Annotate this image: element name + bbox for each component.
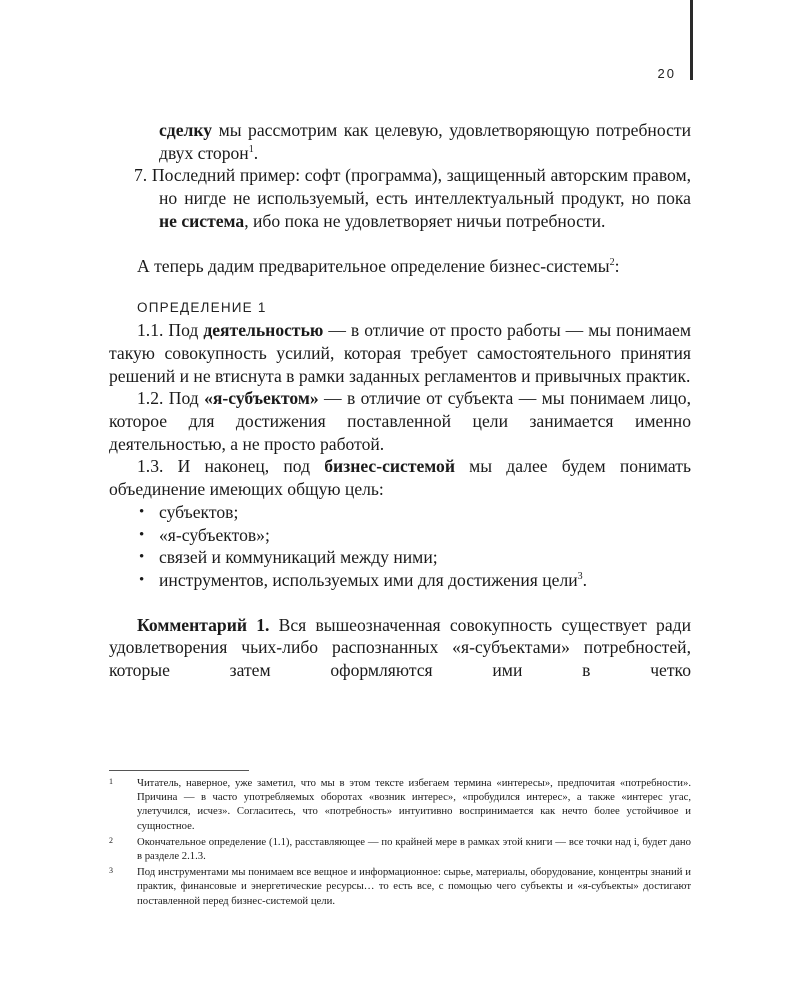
list-item bbox=[109, 524, 691, 547]
def-1-3-text: мы далее будем понимать объединение имеющих общую цель: bbox=[109, 456, 691, 500]
comment-text: Вся вышеозначенная совокупность существует ради удовлетворения чьих-либо распознанных «я-субъектами» потребностей, которые затем оформляются ими в четко bbox=[109, 614, 691, 681]
list-item bbox=[109, 569, 691, 592]
footnote-separator bbox=[109, 770, 249, 771]
footnote-3 bbox=[109, 865, 691, 908]
definition-heading: ОПРЕДЕЛЕНИЕ 1 bbox=[137, 300, 267, 316]
bullet-text: субъектов; bbox=[159, 501, 239, 522]
continuation-bold: сделку bbox=[159, 120, 213, 140]
list-item bbox=[109, 546, 691, 569]
intro-end: : bbox=[614, 255, 620, 276]
def-1-1-prefix: 1.1. Под bbox=[137, 320, 204, 341]
bullet-icon: • bbox=[139, 526, 145, 543]
intro-paragraph bbox=[109, 255, 691, 278]
continuation-text: мы рассмотрим как целевую, удовлетворяющую потребности двух сторон bbox=[159, 120, 691, 163]
footnote-mark: 3 bbox=[109, 866, 113, 876]
def-1-2-prefix: 1.2. Под bbox=[137, 388, 205, 409]
def-1-1-term: деятельностью bbox=[203, 320, 324, 341]
page-number: 20 bbox=[657, 66, 676, 81]
footnote-ref-1[interactable]: 1 bbox=[248, 143, 254, 155]
footnote-mark: 2 bbox=[109, 835, 113, 845]
def-1-2-text: — в отличие от субъекта — мы понимаем лицо, которое для достижения поставленной цели занимается именно деятельностью, а не просто работой. bbox=[109, 388, 691, 454]
footnote-ref-2[interactable]: 2 bbox=[609, 256, 615, 268]
page-edge-rule bbox=[690, 0, 693, 80]
continuation-end: . bbox=[253, 142, 259, 163]
bullet-icon: • bbox=[139, 571, 145, 588]
footnote-2 bbox=[109, 835, 691, 863]
definition-1-3 bbox=[109, 455, 691, 500]
item7-text-before: Последний пример: софт (программа), защищенный авторским правом, но нигде не используемый, есть интеллектуальный продукт, но пока bbox=[151, 165, 691, 209]
footnotes bbox=[109, 776, 691, 910]
footnote-ref-3[interactable]: 3 bbox=[577, 570, 583, 582]
continuation-paragraph bbox=[109, 119, 691, 164]
footnote-text: Окончательное определение (1.1), расставляющее — по крайней мере в рамках этой книги — все точки над i, будет дано в разделе 2.1.3. bbox=[137, 835, 691, 863]
bullet-icon: • bbox=[139, 503, 145, 520]
intro-text: А теперь дадим предварительное определение бизнес-системы bbox=[137, 255, 610, 276]
footnote-text: Под инструментами мы понимаем все вещное и информационное: сырье, материалы, оборудование, концентры знаний и практик, финансовые и энергетические ресурсы… то есть все, с помощью чего субъекты и «я-субъекты» достигают поставленной перед бизнес-системой цели. bbox=[137, 866, 691, 907]
footnote-mark: 1 bbox=[109, 777, 113, 786]
list-item-7 bbox=[109, 164, 691, 232]
item7-text-after: , ибо пока не удовлетворяет ничьи потребности. bbox=[244, 210, 606, 231]
list-item bbox=[109, 501, 691, 524]
def-1-2-term: «я-субъектом» bbox=[204, 388, 319, 409]
item7-bold: не система bbox=[159, 210, 245, 231]
bullet-text: связей и коммуникаций между ними; bbox=[159, 547, 438, 568]
definition-bullet-list bbox=[109, 501, 691, 592]
main-text bbox=[109, 119, 691, 682]
comment-paragraph bbox=[109, 614, 691, 682]
bullet-text: инструментов, используемых ими для достижения цели bbox=[159, 569, 578, 590]
definition-1-2 bbox=[109, 387, 691, 455]
def-1-1-text: — в отличие от просто работы — мы понимаем такую совокупность усилий, которая требует самостоятельного принятия решений и не втиснута в рамки заданных регламентов и привычных практик. bbox=[109, 320, 691, 386]
def-1-3-term: бизнес-системой bbox=[324, 456, 455, 477]
footnote-1 bbox=[109, 776, 691, 833]
bullet-end: . bbox=[582, 569, 588, 590]
item7-number: 7. bbox=[134, 165, 148, 186]
footnote-text: Читатель, наверное, уже заметил, что мы в этом тексте избегаем термина «интересы», предпочитая «потребности». Причина — в часто употребляемых оборотах «возник интерес», «пробудился интерес», а также «интерес угас, улетучился, исчез». Согласитесь, что «потребность» интуитивно воспринимается как нечто более устойчивое и сущностное. bbox=[137, 777, 691, 832]
comment-label: Комментарий 1. bbox=[137, 614, 270, 635]
definition-1-1 bbox=[109, 319, 691, 387]
bullet-text: «я-субъектов»; bbox=[159, 524, 270, 545]
def-1-3-prefix: 1.3. И наконец, под bbox=[137, 456, 325, 477]
bullet-icon: • bbox=[139, 549, 145, 566]
